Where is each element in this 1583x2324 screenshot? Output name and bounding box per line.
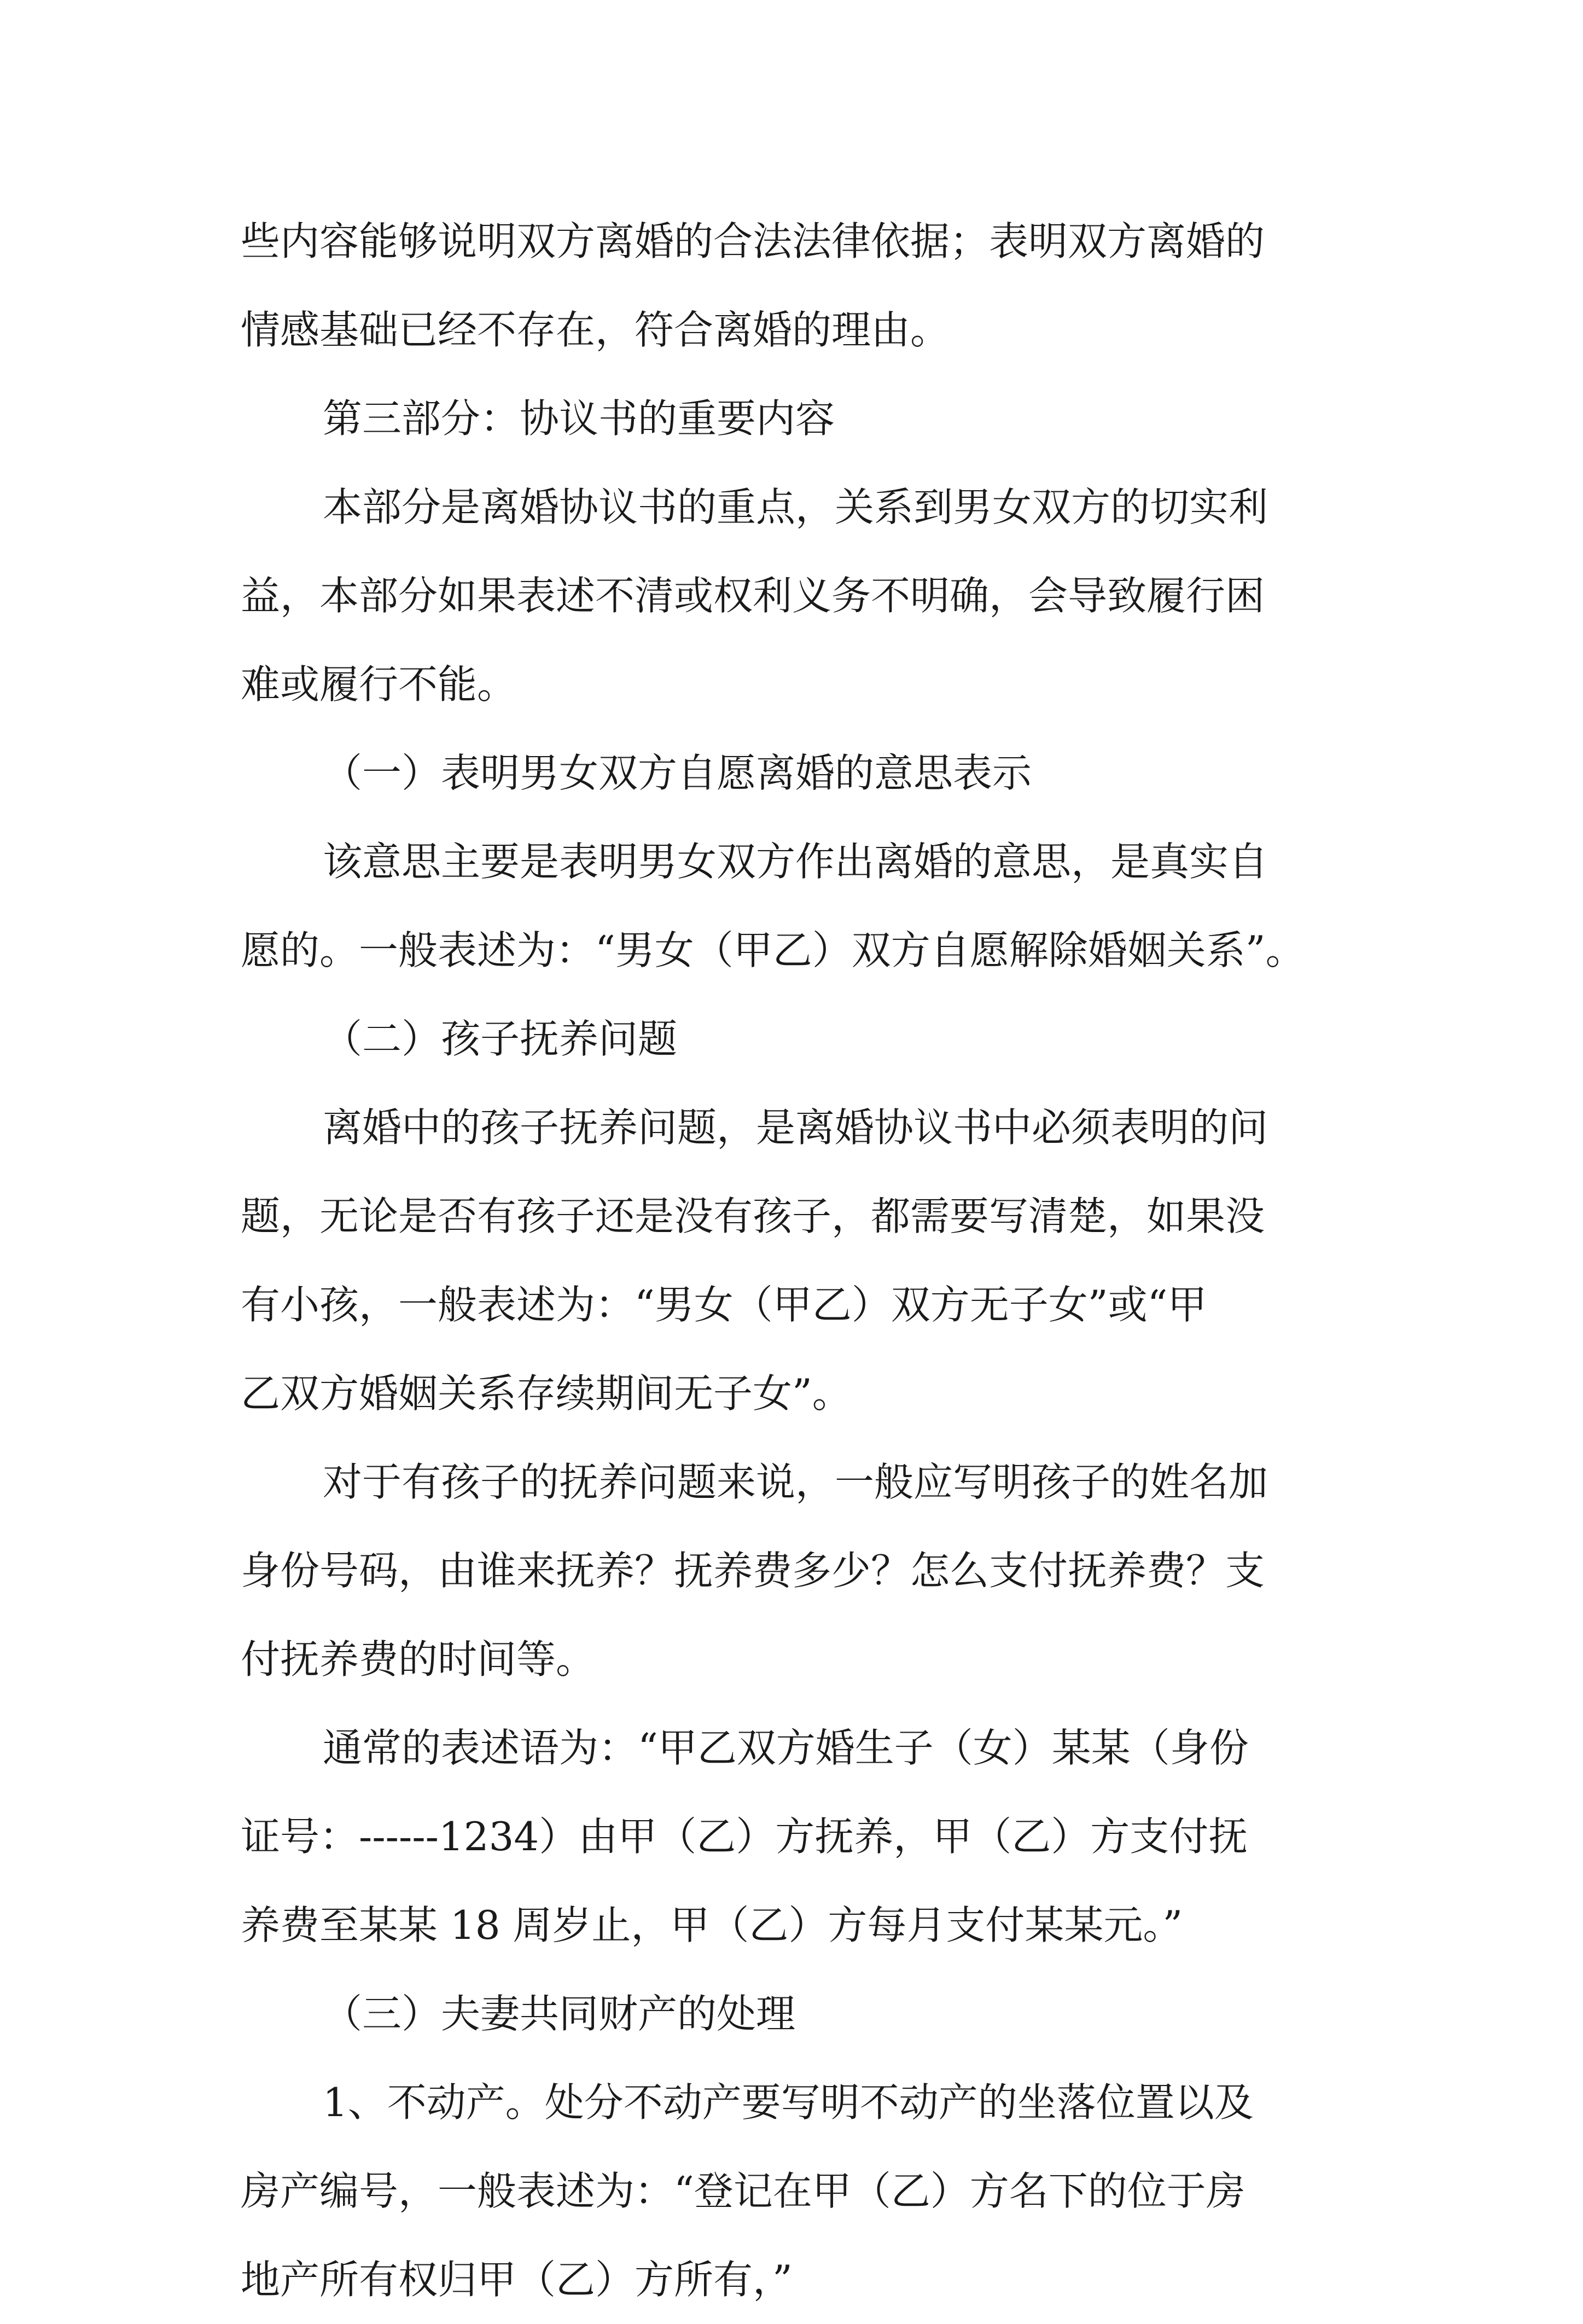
subsection-heading: （二）孩子抚养问题 [323, 1016, 678, 1062]
text-line: 付抚养费的时间等。 [241, 1636, 596, 1682]
text-line: 本部分是离婚协议书的重点，关系到男女双方的切实利 [323, 484, 1268, 530]
subsection-heading: （一）表明男女双方自愿离婚的意思表示 [323, 750, 1032, 796]
text-line: 愿的。一般表述为：“男女（甲乙）双方自愿解除婚姻关系”。 [241, 927, 1305, 973]
text-line: 对于有孩子的抚养问题来说，一般应写明孩子的姓名加 [323, 1459, 1268, 1505]
text-line: 身份号码，由谁来抚养？抚养费多少？怎么支付抚养费？支 [241, 1548, 1265, 1594]
text-line: 地产所有权归甲（乙）方所有，” [241, 2257, 793, 2303]
text-line: 养费至某某 18 周岁止，甲（乙）方每月支付某某元。” [241, 1902, 1183, 1948]
text-line: 益，本部分如果表述不清或权利义务不明确，会导致履行困 [241, 573, 1265, 619]
text-line: 题，无论是否有孩子还是没有孩子，都需要写清楚，如果没 [241, 1193, 1265, 1239]
text-line: 乙双方婚姻关系存续期间无子女”。 [241, 1370, 852, 1416]
text-line: 离婚中的孩子抚养问题，是离婚协议书中必须表明的问 [323, 1105, 1268, 1151]
text-line: 通常的表述语为：“甲乙双方婚生子（女）某某（身份 [323, 1725, 1249, 1771]
subsection-heading: （三）夫妻共同财产的处理 [323, 1991, 796, 2037]
text-line: 房产编号，一般表述为：“登记在甲（乙）方名下的位于房 [241, 2168, 1246, 2214]
text-line: 难或履行不能。 [241, 661, 517, 707]
text-line: 证号：------1234）由甲（乙）方抚养，甲（乙）方支付抚 [241, 1814, 1248, 1860]
text-line: 该意思主要是表明男女双方作出离婚的意思，是真实自 [323, 839, 1268, 885]
text-line: 情感基础已经不存在，符合离婚的理由。 [241, 307, 950, 353]
text-line: 1、不动产。处分不动产要写明不动产的坐落位置以及 [323, 2079, 1254, 2125]
text-line: 些内容能够说明双方离婚的合法法律依据；表明双方离婚的 [241, 218, 1265, 264]
text-line: 有小孩，一般表述为：“男女（甲乙）双方无子女”或“甲 [241, 1282, 1207, 1328]
section-heading: 第三部分：协议书的重要内容 [323, 396, 835, 441]
document-body [241, 197, 1422, 2324]
